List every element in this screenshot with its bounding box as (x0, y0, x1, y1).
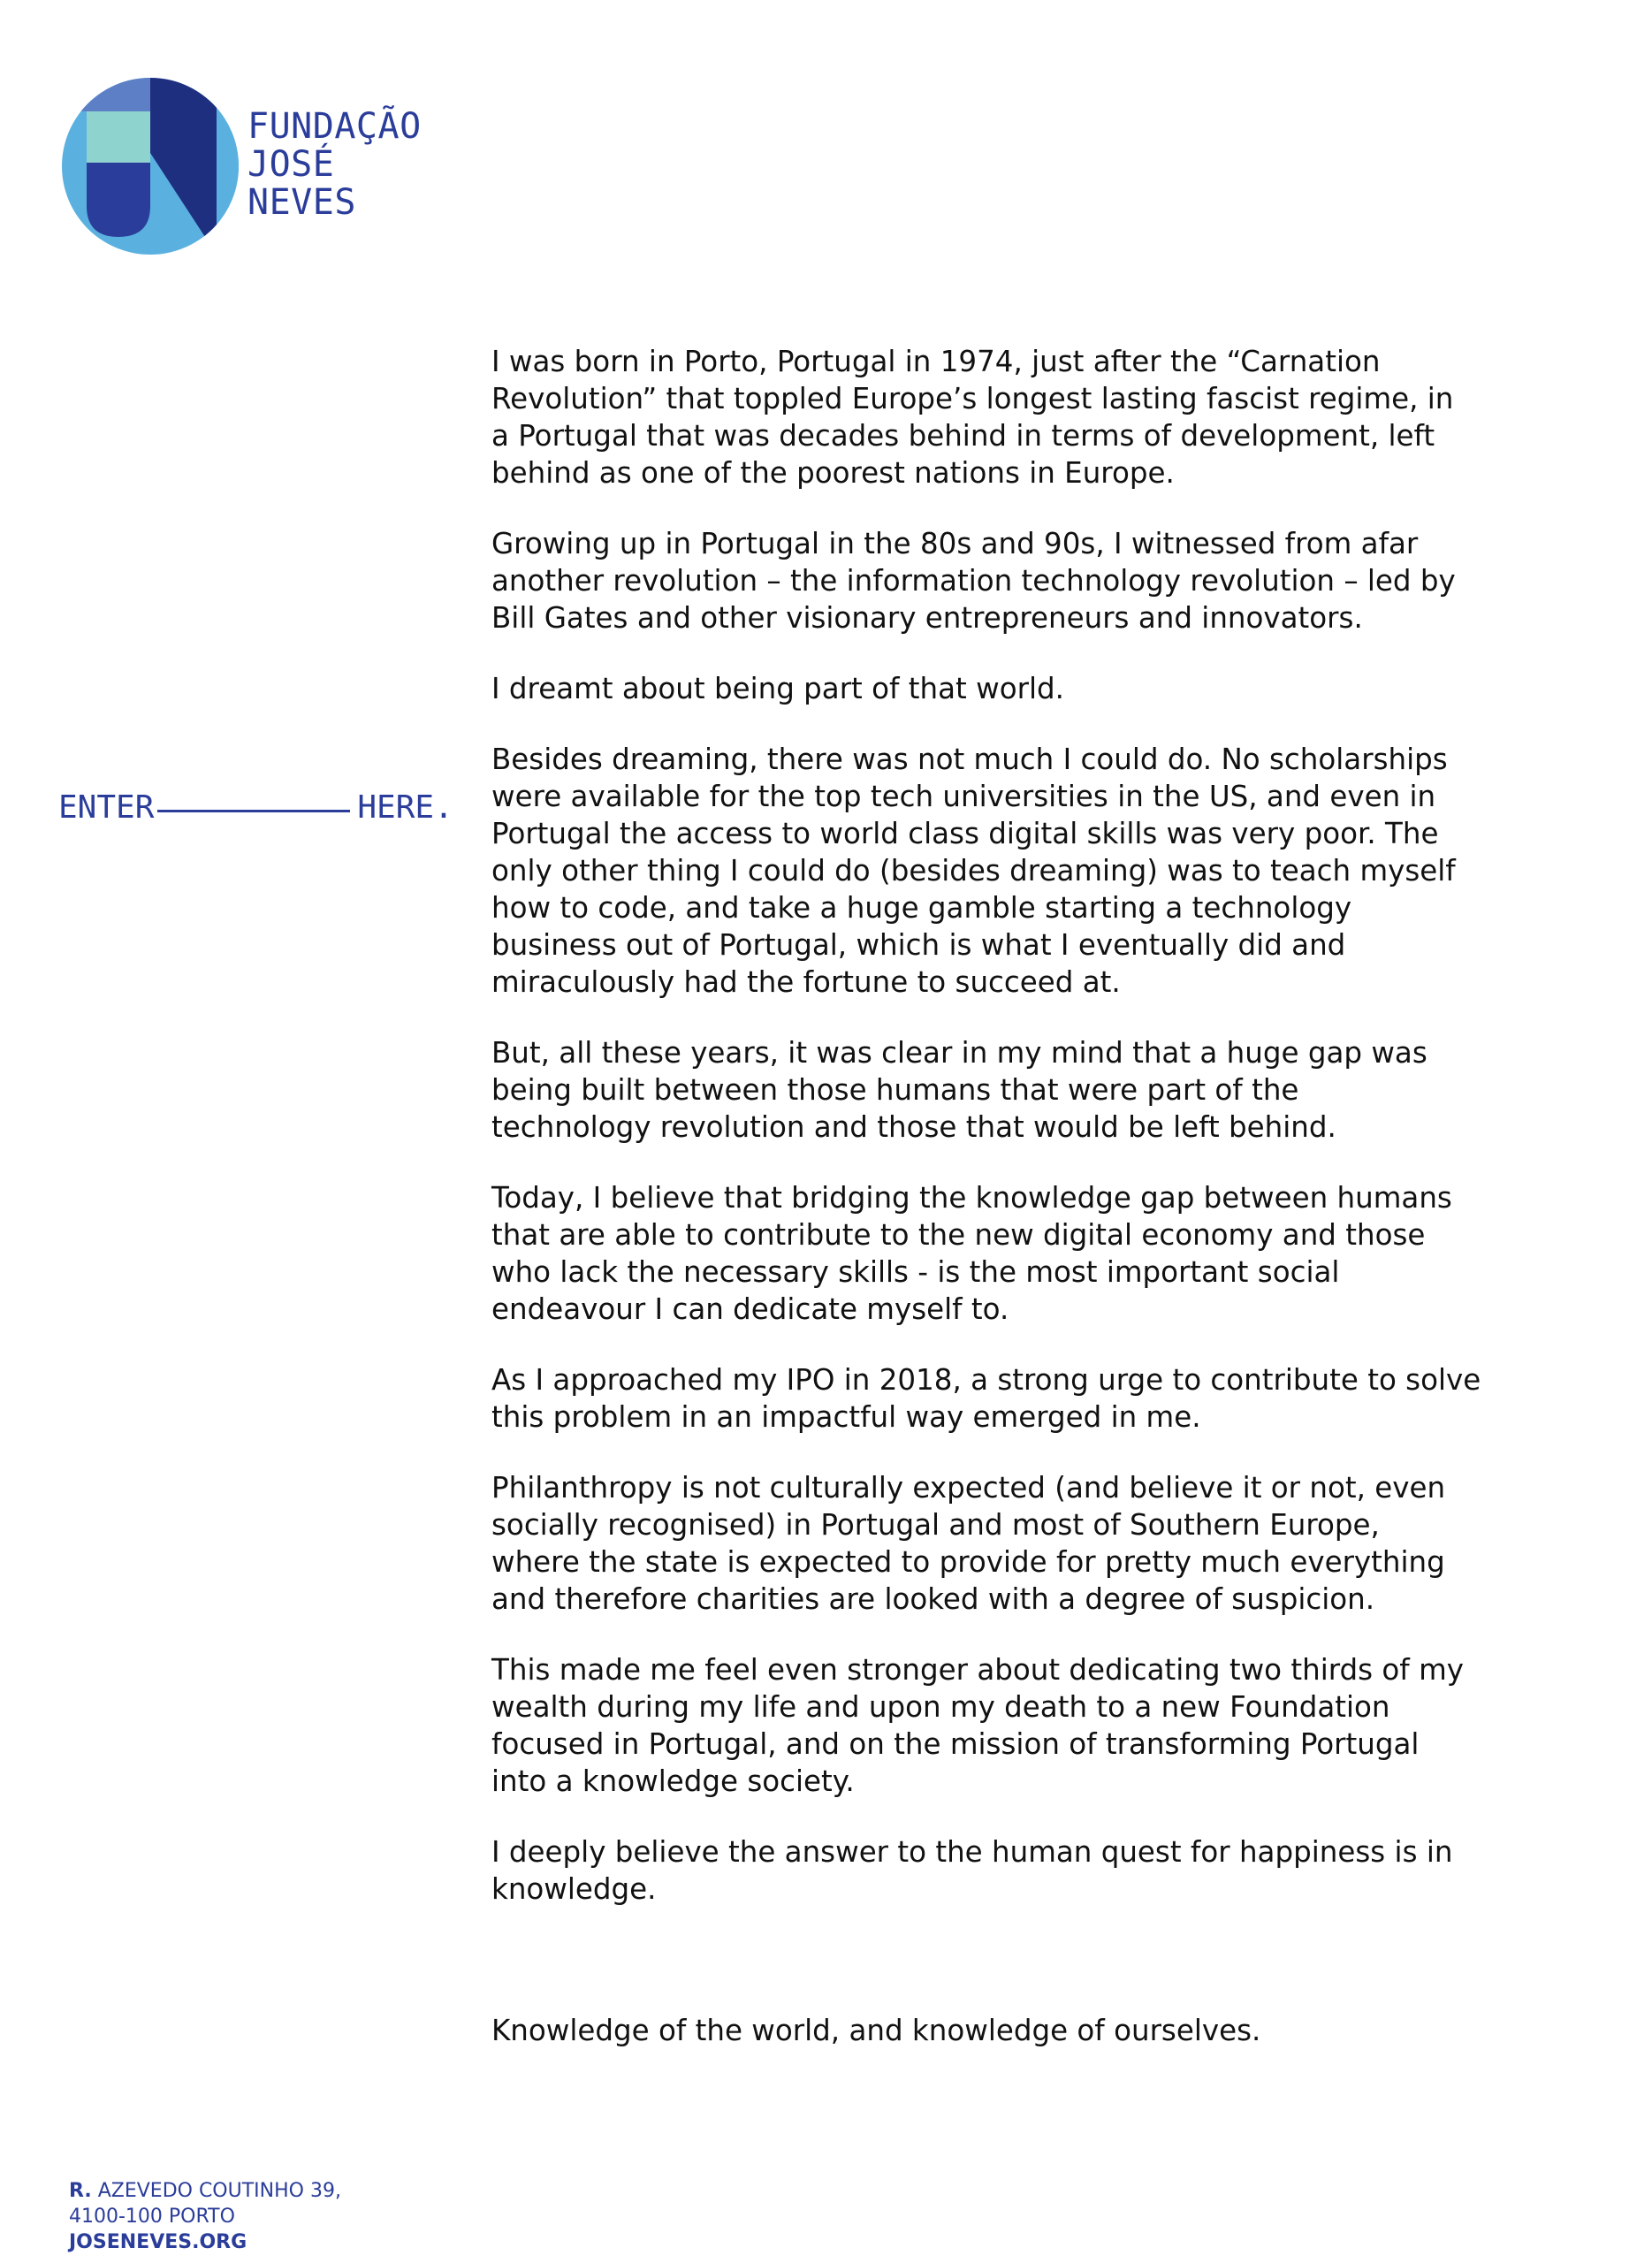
paragraph (491, 741, 1481, 1001)
paragraph (491, 1833, 1481, 1908)
paragraph (491, 670, 1481, 707)
paragraph (491, 525, 1481, 636)
text-line: technology revolution and those that would be left behind. (491, 1110, 1336, 1144)
text-line: miraculously had the fortune to succeed at. (491, 965, 1121, 999)
website-link[interactable]: JOSENEVES.ORG (69, 2231, 247, 2253)
paragraph (491, 1361, 1481, 1436)
address-prefix: R. (69, 2180, 92, 2202)
text-line: being built between those humans that were part of the (491, 1073, 1299, 1107)
text-line: Portugal the access to world class digital skills was very poor. The (491, 817, 1439, 850)
text-line: endeavour I can dedicate myself to. (491, 1292, 1009, 1326)
text-line: I was born in Porto, Portugal in 1974, just after the “Carnation (491, 345, 1381, 378)
paragraph (491, 343, 1481, 491)
text-line: wealth during my life and upon my death to a new Foundation (491, 1690, 1390, 1724)
paragraph (491, 1179, 1481, 1328)
text-line: a Portugal that was decades behind in terms of development, left (491, 419, 1435, 453)
text-line: socially recognised) in Portugal and most of Southern Europe, (491, 1508, 1380, 1542)
text-line: Growing up in Portugal in the 80s and 90s, I witnessed from afar (491, 527, 1419, 560)
text-line: behind as one of the poorest nations in Europe. (491, 456, 1175, 490)
address-city: 4100-100 PORTO (69, 2206, 235, 2228)
text-line: Revolution” that toppled Europe’s longest lasting fascist regime, in (491, 382, 1454, 415)
address-line (69, 2178, 341, 2204)
text-line: who lack the necessary skills - is the most important social (491, 1255, 1340, 1289)
text-line: only other thing I could do (besides dreaming) was to teach myself (491, 854, 1456, 888)
text-line: were available for the top tech universities in the US, and even in (491, 780, 1436, 813)
text-line: Besides dreaming, there was not much I could do. No scholarships (491, 743, 1448, 776)
text-line: Knowledge of the world, and knowledge of ourselves. (491, 2014, 1261, 2047)
text-line: and therefore charities are looked with a degree of suspicion. (491, 1582, 1375, 1616)
text-line: Today, I believe that bridging the knowledge gap between humans (491, 1181, 1452, 1215)
text-line: As I approached my IPO in 2018, a strong urge to contribute to solve (491, 1363, 1481, 1397)
text-line: focused in Portugal, and on the mission of transforming Portugal (491, 1727, 1420, 1761)
text-line: this problem in an impactful way emerged in me. (491, 1400, 1201, 1434)
text-line: where the state is expected to provide for pretty much everything (491, 1545, 1445, 1579)
text-line: into a knowledge society. (491, 1764, 855, 1798)
tagline-right: HERE. (357, 789, 453, 826)
address-street: AZEVEDO COUTINHO 39, (97, 2180, 341, 2202)
closing-paragraph (491, 2012, 1481, 2049)
text-line: I deeply believe the answer to the human quest for happiness is in (491, 1835, 1453, 1869)
text-line: Bill Gates and other visionary entrepreneurs and innovators. (491, 601, 1363, 635)
tagline-left: ENTER (58, 789, 155, 826)
foundation-name-line: JOSÉ (247, 144, 335, 185)
text-line: that are able to contribute to the new digital economy and those (491, 1218, 1426, 1252)
text-line: This made me feel even stronger about dedicating two thirds of my (491, 1653, 1464, 1687)
paragraph (491, 1034, 1481, 1146)
tagline (58, 789, 453, 826)
foundation-logo-icon (62, 78, 239, 255)
foundation-name (247, 108, 422, 222)
letter-body (491, 343, 1481, 2083)
text-line: But, all these years, it was clear in my mind that a huge gap was (491, 1036, 1427, 1070)
text-line: Philanthropy is not culturally expected (and believe it or not, even (491, 1471, 1446, 1505)
text-line: how to code, and take a huge gamble starting a technology (491, 891, 1352, 925)
foundation-name-line: NEVES (247, 182, 356, 223)
text-line: I dreamt about being part of that world. (491, 672, 1064, 705)
foundation-name-line: FUNDAÇÃO (247, 106, 422, 147)
tagline-blank (157, 810, 350, 812)
paragraph (491, 1469, 1481, 1618)
paragraph (491, 1651, 1481, 1800)
text-line: knowledge. (491, 1872, 657, 1906)
footer-address (69, 2178, 341, 2255)
text-line: business out of Portugal, which is what I eventually did and (491, 928, 1346, 962)
text-line: another revolution – the information technology revolution – led by (491, 564, 1456, 598)
